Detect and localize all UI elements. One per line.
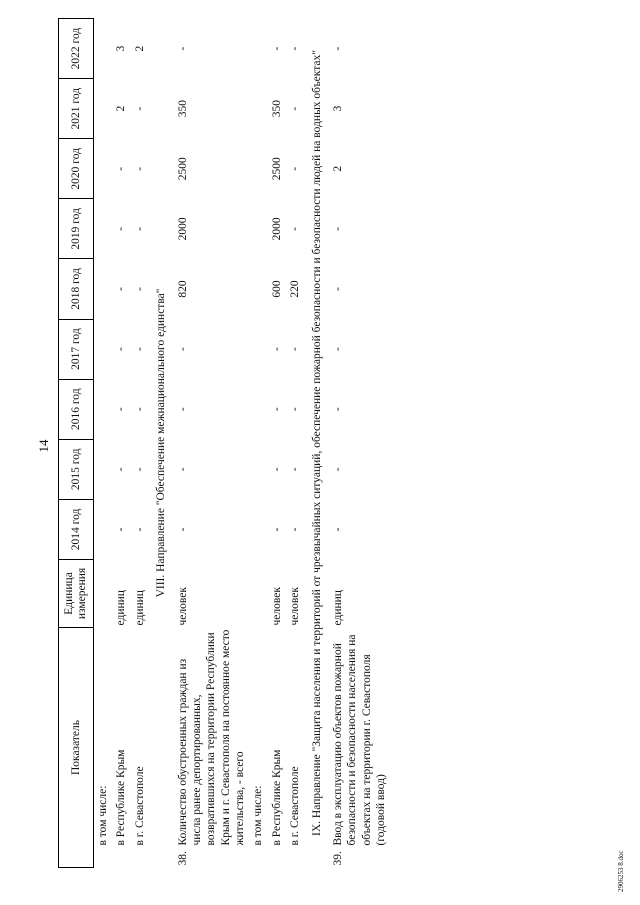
header-year: 2017 год	[59, 319, 94, 379]
row-number: 38.	[176, 851, 189, 866]
row-value	[94, 19, 113, 79]
row-value	[94, 319, 113, 379]
row-value	[249, 499, 267, 559]
row-number	[131, 846, 149, 868]
row-unit: человек	[289, 587, 302, 626]
row-indicator: Количество обустроенных граждан из числа ранее депортированных, возвратившихся на территории Республики Крым и г. Севастополя на постоянное место жительства, - всего	[176, 629, 246, 846]
row-value: -	[133, 166, 146, 171]
row-value	[94, 79, 113, 139]
row-number	[94, 846, 113, 868]
row-value: -	[176, 347, 189, 352]
row-indicator: в г. Севастополе	[289, 766, 302, 846]
row-value	[94, 259, 113, 319]
row-value: -	[115, 166, 128, 171]
section-heading: IX. Направление "Защита населения и территорий от чрезвычайных ситуаций, обеспечение пожарной безопасности и безопасности людей на водных объектах"	[310, 50, 323, 836]
row-value: -	[115, 347, 128, 352]
row-number	[249, 846, 267, 868]
row-value: -	[133, 527, 146, 532]
row-value: 600	[270, 280, 283, 298]
row-indicator: в том числе:	[97, 785, 109, 846]
row-value: -	[331, 347, 344, 352]
section-row	[149, 19, 173, 868]
table-row	[131, 19, 149, 868]
table-row	[249, 19, 267, 868]
row-value: -	[289, 166, 302, 171]
row-value: -	[133, 467, 146, 472]
row-value: -	[289, 407, 302, 412]
header-year: 2020 год	[59, 139, 94, 199]
row-indicator: в г. Севастополе	[133, 766, 146, 846]
row-value: -	[133, 287, 146, 291]
row-number	[112, 846, 130, 868]
header-year: 2016 год	[59, 379, 94, 439]
row-value: -	[133, 226, 146, 231]
header-indicator: Показатель	[59, 627, 94, 867]
row-value: -	[133, 347, 146, 352]
row-value: -	[289, 46, 302, 51]
row-value: -	[270, 467, 283, 472]
row-value	[249, 199, 267, 259]
row-value: -	[115, 467, 128, 472]
row-value	[94, 379, 113, 439]
row-value: -	[176, 407, 189, 412]
indicators-table	[58, 18, 390, 868]
row-unit	[94, 559, 113, 627]
row-value	[249, 139, 267, 199]
row-unit	[249, 559, 267, 627]
row-value: -	[331, 527, 344, 532]
row-value	[249, 19, 267, 79]
row-value: -	[176, 467, 189, 472]
table-row	[329, 19, 391, 868]
header-year: 2014 год	[59, 499, 94, 559]
row-unit: единиц	[331, 590, 344, 626]
row-value: -	[270, 407, 283, 412]
row-number: 39.	[331, 851, 344, 866]
row-value	[94, 199, 113, 259]
row-value: -	[331, 226, 344, 231]
footer-filename: 2906253 8.doc	[617, 850, 625, 892]
row-value	[249, 379, 267, 439]
row-value: -	[176, 46, 189, 51]
row-value: -	[270, 347, 283, 352]
row-value: -	[289, 467, 302, 472]
table-header-row	[59, 19, 94, 868]
section-heading: VIII. Направление "Обеспечение межнационального единства"	[155, 288, 168, 598]
row-unit: человек	[176, 587, 189, 626]
row-value: 350	[176, 100, 189, 118]
row-value: -	[331, 287, 344, 291]
row-value: 2000	[270, 217, 283, 241]
header-year: 2015 год	[59, 439, 94, 499]
row-value: -	[331, 467, 344, 472]
row-value: 350	[270, 100, 283, 118]
row-value: -	[331, 407, 344, 412]
row-value	[94, 499, 113, 559]
table-row	[286, 19, 304, 868]
row-value: -	[115, 527, 128, 532]
page-number: 14	[36, 439, 51, 453]
row-value: 3	[331, 105, 344, 112]
row-value: 820	[176, 280, 189, 298]
row-value	[249, 259, 267, 319]
row-value: 2500	[176, 157, 189, 181]
table-row	[94, 19, 113, 868]
row-value: -	[289, 527, 302, 532]
row-value: -	[289, 347, 302, 352]
row-value: 2	[331, 165, 344, 172]
row-value: 2	[133, 45, 146, 52]
row-value: -	[331, 46, 344, 51]
table-row	[174, 19, 250, 868]
row-number	[268, 846, 286, 868]
header-year: 2022 год	[59, 19, 94, 79]
section-row	[305, 19, 329, 868]
row-value: -	[115, 226, 128, 231]
row-value: -	[289, 226, 302, 231]
row-value: -	[115, 407, 128, 412]
row-unit: единиц	[115, 590, 128, 626]
row-value: -	[133, 106, 146, 111]
row-value: -	[133, 407, 146, 412]
row-value: 220	[289, 280, 302, 298]
row-unit: единиц	[133, 590, 146, 626]
row-value: 3	[115, 45, 128, 52]
row-value: -	[115, 287, 128, 291]
header-year: 2019 год	[59, 199, 94, 259]
row-value: 2000	[176, 217, 189, 241]
row-value	[94, 139, 113, 199]
row-number	[286, 846, 304, 868]
row-value: -	[270, 527, 283, 532]
row-indicator: Ввод в эксплуатацию объектов пожарной безопасности и безопасности населения на объектах на территории г. Севастополя (годовой ввод)	[331, 634, 387, 846]
table-row	[112, 19, 130, 868]
row-value	[94, 439, 113, 499]
row-value: -	[176, 527, 189, 532]
table-row	[268, 19, 286, 868]
row-indicator: в Республике Крым	[270, 749, 283, 846]
row-value: -	[289, 106, 302, 111]
row-indicator: в Республике Крым	[115, 749, 128, 846]
row-value: 2500	[270, 157, 283, 181]
header-unit: Единица измерения	[59, 559, 94, 627]
header-year: 2018 год	[59, 259, 94, 319]
row-value	[249, 79, 267, 139]
row-unit: человек	[270, 587, 283, 626]
row-value	[249, 319, 267, 379]
row-value: -	[270, 46, 283, 51]
header-year: 2021 год	[59, 79, 94, 139]
row-value: 2	[115, 105, 128, 112]
rotated-table-area	[58, 18, 613, 868]
row-indicator: в том числе:	[252, 785, 265, 846]
row-value	[249, 439, 267, 499]
